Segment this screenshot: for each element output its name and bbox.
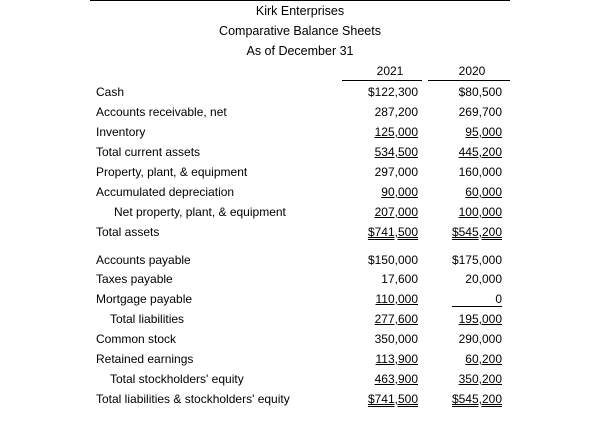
row-label: Accounts receivable, net — [96, 105, 227, 119]
statement-date: As of December 31 — [246, 44, 354, 58]
row-label: Accumulated depreciation — [96, 185, 235, 199]
row-label: Total liabilities & stockholders' equity — [96, 392, 290, 406]
column-header-2021: 2021 — [376, 64, 404, 78]
value-2020: 195,000 — [458, 312, 502, 326]
row-label: Inventory — [96, 125, 146, 139]
row-label: Mortgage payable — [96, 292, 193, 306]
value-2020-wrapper — [452, 291, 502, 307]
column-header-rule-2021 — [342, 80, 422, 81]
row-label: Taxes payable — [96, 272, 173, 286]
row-label: Cash — [96, 85, 125, 99]
row-total-current-assets — [0, 144, 600, 160]
value-2020: $545,200 — [451, 392, 502, 406]
value-2020: 269,700 — [458, 105, 502, 119]
value-2021: 463,900 — [374, 372, 418, 386]
value-2020: 445,200 — [458, 145, 502, 159]
value-2021: $741,500 — [367, 392, 418, 406]
row-label: Total stockholders' equity — [110, 372, 244, 386]
value-2020: 60,000 — [465, 185, 502, 199]
top-rule — [90, 0, 510, 1]
row-cash — [0, 84, 600, 100]
value-2020: 100,000 — [458, 205, 502, 219]
column-header-2020: 2020 — [458, 64, 486, 78]
company-name: Kirk Enterprises — [255, 4, 345, 18]
value-2021: 90,000 — [381, 185, 418, 199]
row-label: Total liabilities — [110, 312, 185, 326]
row-accumulated-depreciation — [0, 184, 600, 200]
row-label: Retained earnings — [96, 352, 194, 366]
value-2020: 350,200 — [458, 372, 502, 386]
row-total-assets — [0, 224, 600, 240]
row-common-stock — [0, 331, 600, 347]
row-total-liabilities — [0, 311, 600, 327]
value-2021: 277,600 — [374, 312, 418, 326]
column-header-rule-2020 — [428, 80, 510, 81]
row-inventory — [0, 124, 600, 140]
value-2020: 290,000 — [458, 332, 502, 346]
value-2020: $175,000 — [451, 253, 502, 267]
value-2021: 287,200 — [374, 105, 418, 119]
value-2020: $80,500 — [458, 85, 502, 99]
value-2021: 110,000 — [375, 292, 418, 306]
value-2020: 160,000 — [458, 165, 502, 179]
value-2021: $150,000 — [367, 253, 418, 267]
row-total-stockholders-equity — [0, 371, 600, 387]
row-mortgage-payable — [0, 291, 600, 307]
row-property-plant-equipment — [0, 164, 600, 180]
row-taxes-payable — [0, 271, 600, 287]
value-2020: $545,200 — [451, 225, 502, 239]
value-2021: 297,000 — [374, 165, 418, 179]
row-label: Accounts payable — [96, 253, 191, 267]
value-2021: 113,900 — [375, 352, 418, 366]
row-label: Net property, plant, & equipment — [114, 205, 286, 219]
value-2021: 125,000 — [374, 125, 418, 139]
row-label: Total current assets — [96, 145, 201, 159]
value-2021: $741,500 — [367, 225, 418, 239]
value-2020: 0 — [452, 292, 502, 307]
statement-title: Comparative Balance Sheets — [219, 24, 381, 38]
row-retained-earnings — [0, 351, 600, 367]
row-label: Property, plant, & equipment — [96, 165, 248, 179]
value-2020: 20,000 — [465, 272, 502, 286]
row-accounts-payable — [0, 252, 600, 268]
value-2020: 60,200 — [465, 352, 502, 366]
row-label: Total assets — [96, 225, 160, 239]
row-total-liabilities-and-equity — [0, 391, 600, 407]
row-label: Common stock — [96, 332, 177, 346]
row-net-ppe — [0, 204, 600, 220]
value-2021: 534,500 — [374, 145, 418, 159]
row-accounts-receivable — [0, 104, 600, 120]
value-2021: $122,300 — [367, 85, 418, 99]
value-2021: 17,600 — [381, 272, 418, 286]
value-2021: 350,000 — [374, 332, 418, 346]
value-2020: 95,000 — [465, 125, 502, 139]
value-2021: 207,000 — [374, 205, 418, 219]
